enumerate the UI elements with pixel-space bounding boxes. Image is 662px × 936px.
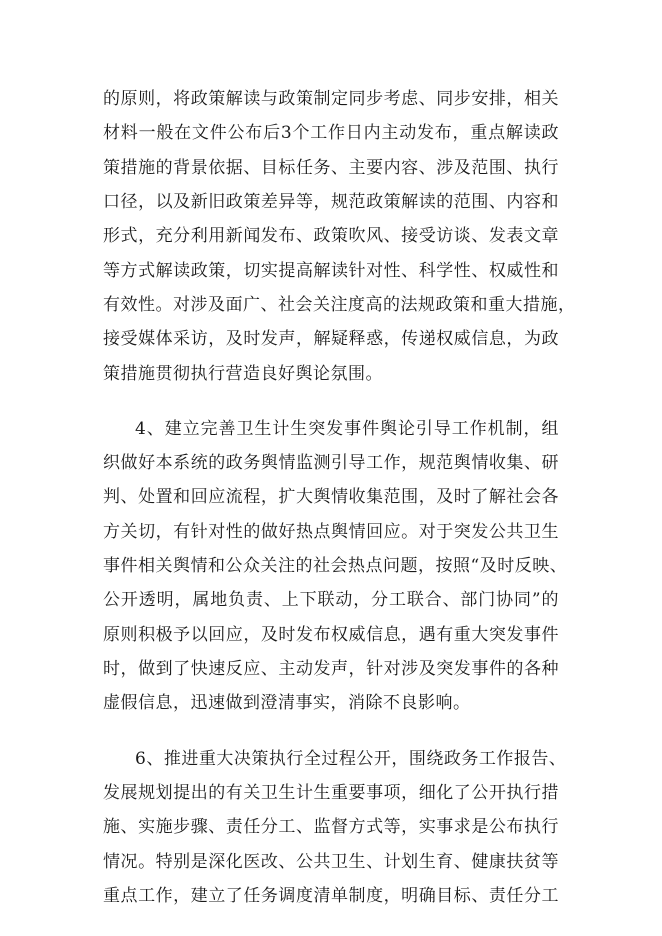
text-line: 虚假信息，迅速做到澄清事实，消除不良影响。 <box>103 693 471 713</box>
text-line: 公开透明，属地负责、上下联动，分工联合、部门协同”的 <box>103 590 559 610</box>
text-line: 重点工作，建立了任务调度清单制度，明确目标、责任分工 <box>103 886 559 906</box>
text-line: 判、处置和回应流程，扩大舆情收集范围，及时了解社会各 <box>103 487 559 507</box>
text-line: 发展规划提出的有关卫生计生重要事项，细化了公开执行措 <box>103 783 559 803</box>
text-line: 有效性。对涉及面广、社会关注度高的法规政策和重大措施， <box>103 295 576 315</box>
text-line: 时，做到了快速反应、主动发声，针对涉及突发事件的各种 <box>103 659 559 679</box>
text-line: 材料一般在文件公布后3个工作日内主动发布，重点解读政 <box>103 123 559 143</box>
text-line: 原则积极予以回应，及时发布权威信息，遇有重大突发事件 <box>103 625 559 645</box>
text-line: 策措施的背景依据、目标任务、主要内容、涉及范围、执行 <box>103 158 559 178</box>
text-line: 形式，充分利用新闻发布、政策吹风、接受访谈、发表文章 <box>103 226 559 246</box>
text-line: 织做好本系统的政务舆情监测引导工作，规范舆情收集、研 <box>103 453 559 473</box>
text-line: 施、实施步骤、责任分工、监督方式等，实事求是公布执行 <box>103 817 559 837</box>
text-line: 方关切，有针对性的做好热点舆情回应。对于突发公共卫生 <box>103 522 559 542</box>
text-line: 事件相关舆情和公众关注的社会热点问题，按照“及时反映、 <box>103 556 568 576</box>
text-line: 策措施贯彻执行营造良好舆论氛围。 <box>103 364 383 384</box>
text-line: 4、建立完善卫生计生突发事件舆论引导工作机制，组 <box>135 419 559 439</box>
text-line: 接受媒体采访，及时发声，解疑释惑，传递权威信息，为政 <box>103 329 559 349</box>
text-line: 口径，以及新旧政策差异等，规范政策解读的范围、内容和 <box>103 192 559 212</box>
text-line: 情况。特别是深化医改、公共卫生、计划生育、健康扶贫等 <box>103 852 559 872</box>
text-line: 6、推进重大决策执行全过程公开，围绕政务工作报告、 <box>135 749 567 769</box>
text-line: 的原则，将政策解读与政策制定同步考虑、同步安排，相关 <box>103 89 559 109</box>
text-line: 等方式解读政策，切实提高解读针对性、科学性、权威性和 <box>103 261 559 281</box>
